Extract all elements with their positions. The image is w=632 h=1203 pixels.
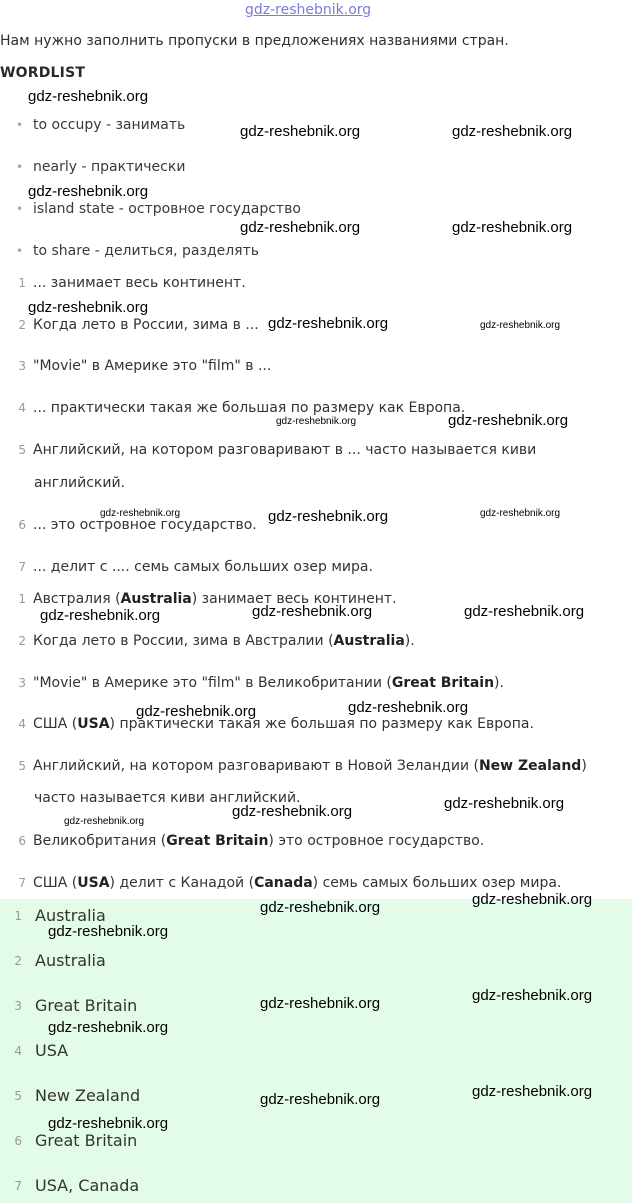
watermark: gdz-reshebnik.org: [444, 795, 565, 812]
watermark: gdz-reshebnik.org: [28, 183, 149, 200]
watermark: gdz-reshebnik.org: [448, 412, 569, 429]
watermark: gdz-reshebnik.org: [472, 891, 593, 908]
watermark: gdz-reshebnik.org: [48, 1115, 169, 1132]
question-continuation: английский.: [34, 475, 126, 491]
site-watermark-link[interactable]: gdz-reshebnik.org: [245, 2, 372, 18]
bullet-icon: •: [16, 244, 24, 258]
answers-panel: 1 Australia 2 Australia 3 Great Britain 4 USA 5 New Zealand 6 Great Britain 7 USA, Canada: [0, 899, 632, 1203]
filled-continuation: часто называется киви английский.: [34, 790, 301, 806]
watermark: gdz-reshebnik.org: [64, 816, 145, 827]
watermark: gdz-reshebnik.org: [260, 995, 381, 1012]
bullet-icon: •: [16, 118, 24, 132]
watermark: gdz-reshebnik.org: [268, 508, 389, 525]
watermark: gdz-reshebnik.org: [348, 699, 469, 716]
intro-text: Нам нужно заполнить пропуски в предложениях названиями стран.: [0, 33, 509, 49]
watermark: gdz-reshebnik.org: [232, 803, 353, 820]
watermark: gdz-reshebnik.org: [252, 603, 373, 620]
watermark: gdz-reshebnik.org: [260, 899, 381, 916]
watermark: gdz-reshebnik.org: [480, 320, 561, 331]
bullet-icon: •: [16, 202, 24, 216]
watermark: gdz-reshebnik.org: [100, 508, 181, 519]
watermark: gdz-reshebnik.org: [452, 219, 573, 236]
watermark: gdz-reshebnik.org: [240, 219, 361, 236]
watermark: gdz-reshebnik.org: [276, 416, 357, 427]
watermark: gdz-reshebnik.org: [472, 987, 593, 1004]
watermark: gdz-reshebnik.org: [464, 603, 585, 620]
watermark: gdz-reshebnik.org: [28, 88, 149, 105]
watermark: gdz-reshebnik.org: [452, 123, 573, 140]
watermark: gdz-reshebnik.org: [240, 123, 361, 140]
bullet-icon: •: [16, 160, 24, 174]
watermark: gdz-reshebnik.org: [40, 607, 161, 624]
watermark: gdz-reshebnik.org: [480, 508, 561, 519]
watermark: gdz-reshebnik.org: [28, 299, 149, 316]
watermark: gdz-reshebnik.org: [136, 703, 257, 720]
watermark: gdz-reshebnik.org: [48, 923, 169, 940]
watermark: gdz-reshebnik.org: [268, 315, 389, 332]
watermark: gdz-reshebnik.org: [48, 1019, 169, 1036]
wordlist-title: WORDLIST: [0, 65, 86, 81]
watermark: gdz-reshebnik.org: [472, 1083, 593, 1100]
watermark: gdz-reshebnik.org: [260, 1091, 381, 1108]
